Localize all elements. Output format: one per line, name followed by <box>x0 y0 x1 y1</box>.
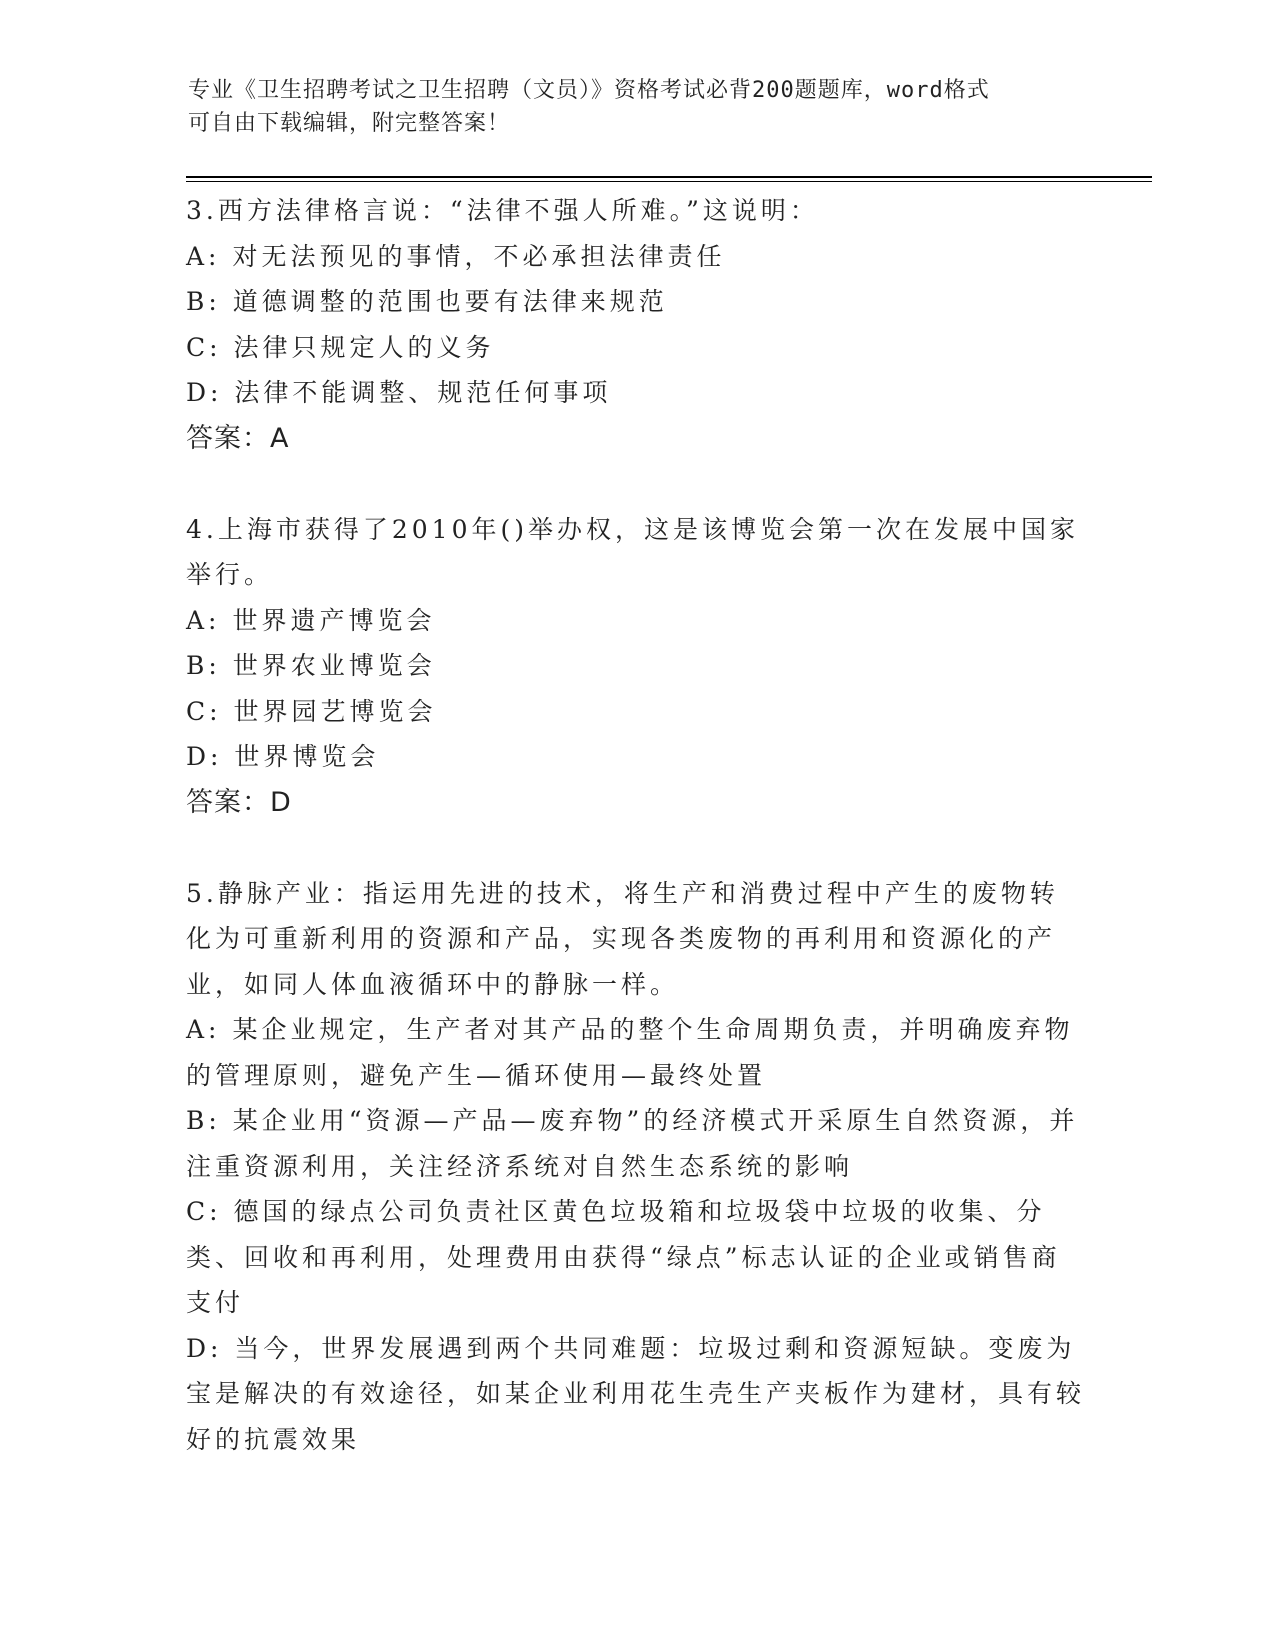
option-text: 世界园艺博览会 <box>233 696 437 726</box>
option-text: 当今，世界发展遇到两个共同难题：垃圾过剩和资源短缺。变废为宝是解决的有效途径，如某企业利用花生壳生产夹板作为建材，具有较好的抗震效果 <box>186 1333 1086 1454</box>
option-label: B: <box>186 651 221 680</box>
option-d <box>186 370 1086 416</box>
option-a <box>186 234 1086 280</box>
option-a <box>186 1007 1086 1098</box>
option-c <box>186 325 1086 371</box>
option-text: 世界农业博览会 <box>232 651 436 680</box>
option-text: 某企业用“资源—产品—废弃物”的经济模式开采原生自然资源，并注重资源利用，关注经济系统对自然生态系统的影响 <box>186 1106 1079 1181</box>
option-label: A: <box>186 1015 221 1044</box>
option-a <box>186 598 1086 644</box>
header-divider-thin <box>186 181 1152 182</box>
question-5 <box>186 871 1086 1463</box>
question-4 <box>186 507 1086 826</box>
option-b <box>186 643 1086 689</box>
option-label: C: <box>186 696 222 726</box>
answer-line: 答案：A <box>186 422 290 454</box>
option-label: C: <box>186 1197 222 1226</box>
question-stem: 3.西方法律格言说：“法律不强人所难。”这说明： <box>186 196 819 225</box>
option-text: 世界遗产博览会 <box>232 605 436 635</box>
option-label: A: <box>186 241 221 271</box>
option-text: 道德调整的范围也要有法律来规范 <box>232 287 668 316</box>
document-header <box>188 74 1068 140</box>
option-text: 世界博览会 <box>234 742 380 771</box>
question-list <box>186 188 1086 1462</box>
option-d <box>186 1326 1086 1463</box>
question-3 <box>186 188 1086 461</box>
option-b <box>186 1098 1086 1189</box>
option-text: 法律只规定人的义务 <box>233 332 495 362</box>
option-label: C: <box>186 332 222 362</box>
question-stem: 4.上海市获得了2010年()举办权，这是该博览会第一次在发展中国家举行。 <box>186 514 1079 589</box>
option-text: 法律不能调整、规范任何事项 <box>234 378 612 407</box>
option-c <box>186 689 1086 735</box>
header-line-2: 可自由下载编辑，附完整答案！ <box>188 111 511 136</box>
option-label: B: <box>186 1106 221 1135</box>
option-label: D: <box>186 1333 223 1363</box>
option-label: D: <box>186 742 223 771</box>
option-label: A: <box>186 605 221 635</box>
spacer <box>186 461 1086 507</box>
option-label: B: <box>186 287 221 316</box>
header-divider-thick <box>186 176 1152 178</box>
option-b <box>186 279 1086 325</box>
option-text: 德国的绿点公司负责社区黄色垃圾箱和垃圾袋中垃圾的收集、分类、回收和再利用，处理费用由获得“绿点”标志认证的企业或销售商支付 <box>186 1197 1061 1317</box>
option-text: 某企业规定，生产者对其产品的整个生命周期负责，并明确废弃物的管理原则，避免产生—循环使用—最终处置 <box>186 1015 1074 1090</box>
option-c <box>186 1189 1086 1326</box>
spacer <box>186 825 1086 871</box>
option-label: D: <box>186 378 223 407</box>
question-stem: 5.静脉产业：指运用先进的技术，将生产和消费过程中产生的废物转化为可重新利用的资源和产品，实现各类废物的再利用和资源化的产业，如同人体血液循环中的静脉一样。 <box>186 878 1059 999</box>
option-d <box>186 734 1086 780</box>
header-line-1: 专业《卫生招聘考试之卫生招聘（文员）》资格考试必背200题题库，word格式 <box>188 78 990 103</box>
answer-line: 答案：D <box>186 786 292 818</box>
option-text: 对无法预见的事情，不必承担法律责任 <box>232 241 726 271</box>
